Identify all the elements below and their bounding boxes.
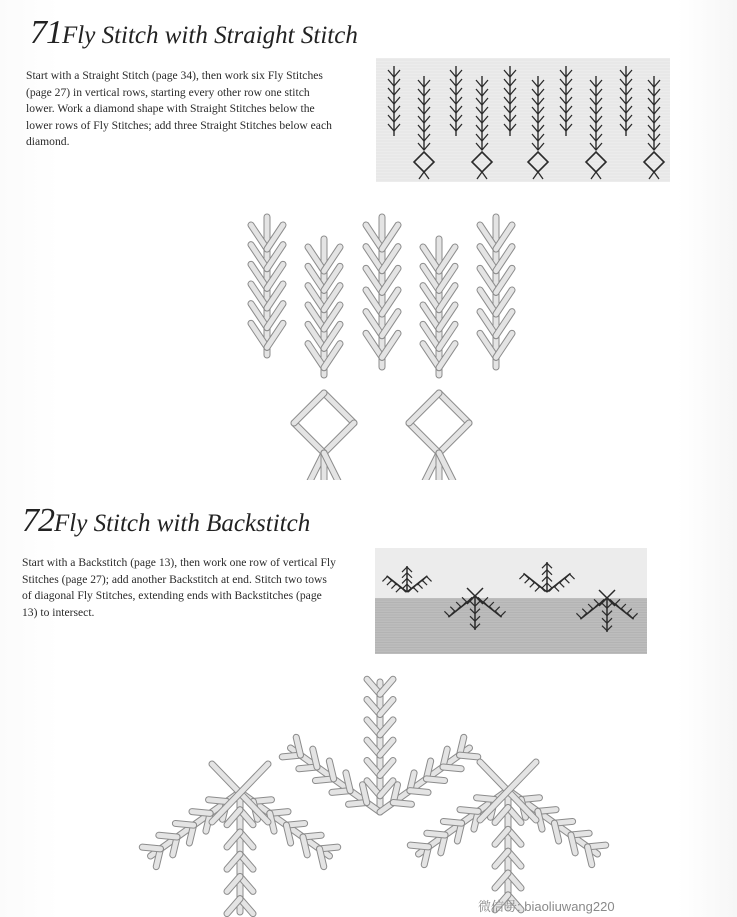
diamond-stitch [294,393,354,480]
fly-stitch-column [423,239,455,375]
fly-stitch-column [308,239,340,375]
section-72-diagram [130,672,630,917]
fly-stitch-column [366,217,398,367]
fly-stitch-column [251,217,283,355]
section-71-heading [30,14,358,52]
fly-stitch-column [480,217,512,367]
section-72-title: Fly Stitch with Backstitch [54,510,311,537]
center-spray [282,679,477,812]
section-71-photo [376,58,670,182]
fabric-bottom [375,598,647,654]
section-71-instructions: Start with a Straight Stitch (page 34), then work six Fly Stitches (page 27) in vertical rows, starting every other row one stitch lower. Work a diamond shape with Straight Stitches below the lower rows of Fly Stitches; add three Straight Stitches below each diamond. [26,69,332,149]
watermark: 微信号: biaoliuwang220 [478,899,615,914]
section-71-title: Fly Stitch with Straight Stitch [62,22,358,49]
section-71-diagram [200,205,560,480]
left-spray [142,764,337,914]
diamond-stitch [409,393,469,480]
section-72-number: 72 [22,502,54,539]
section-72-photo [375,548,647,654]
right-spray [410,762,605,910]
section-72-heading [22,502,310,540]
section-72-instructions: Start with a Backstitch (page 13), then work one row of vertical Fly Stitches (page 27); add another Backstitch at end. Stitch two tows of diagonal Fly Stitches, extending ends with Backstitches (page 13) to intersect. [22,556,336,619]
section-71-number: 71 [30,14,62,51]
